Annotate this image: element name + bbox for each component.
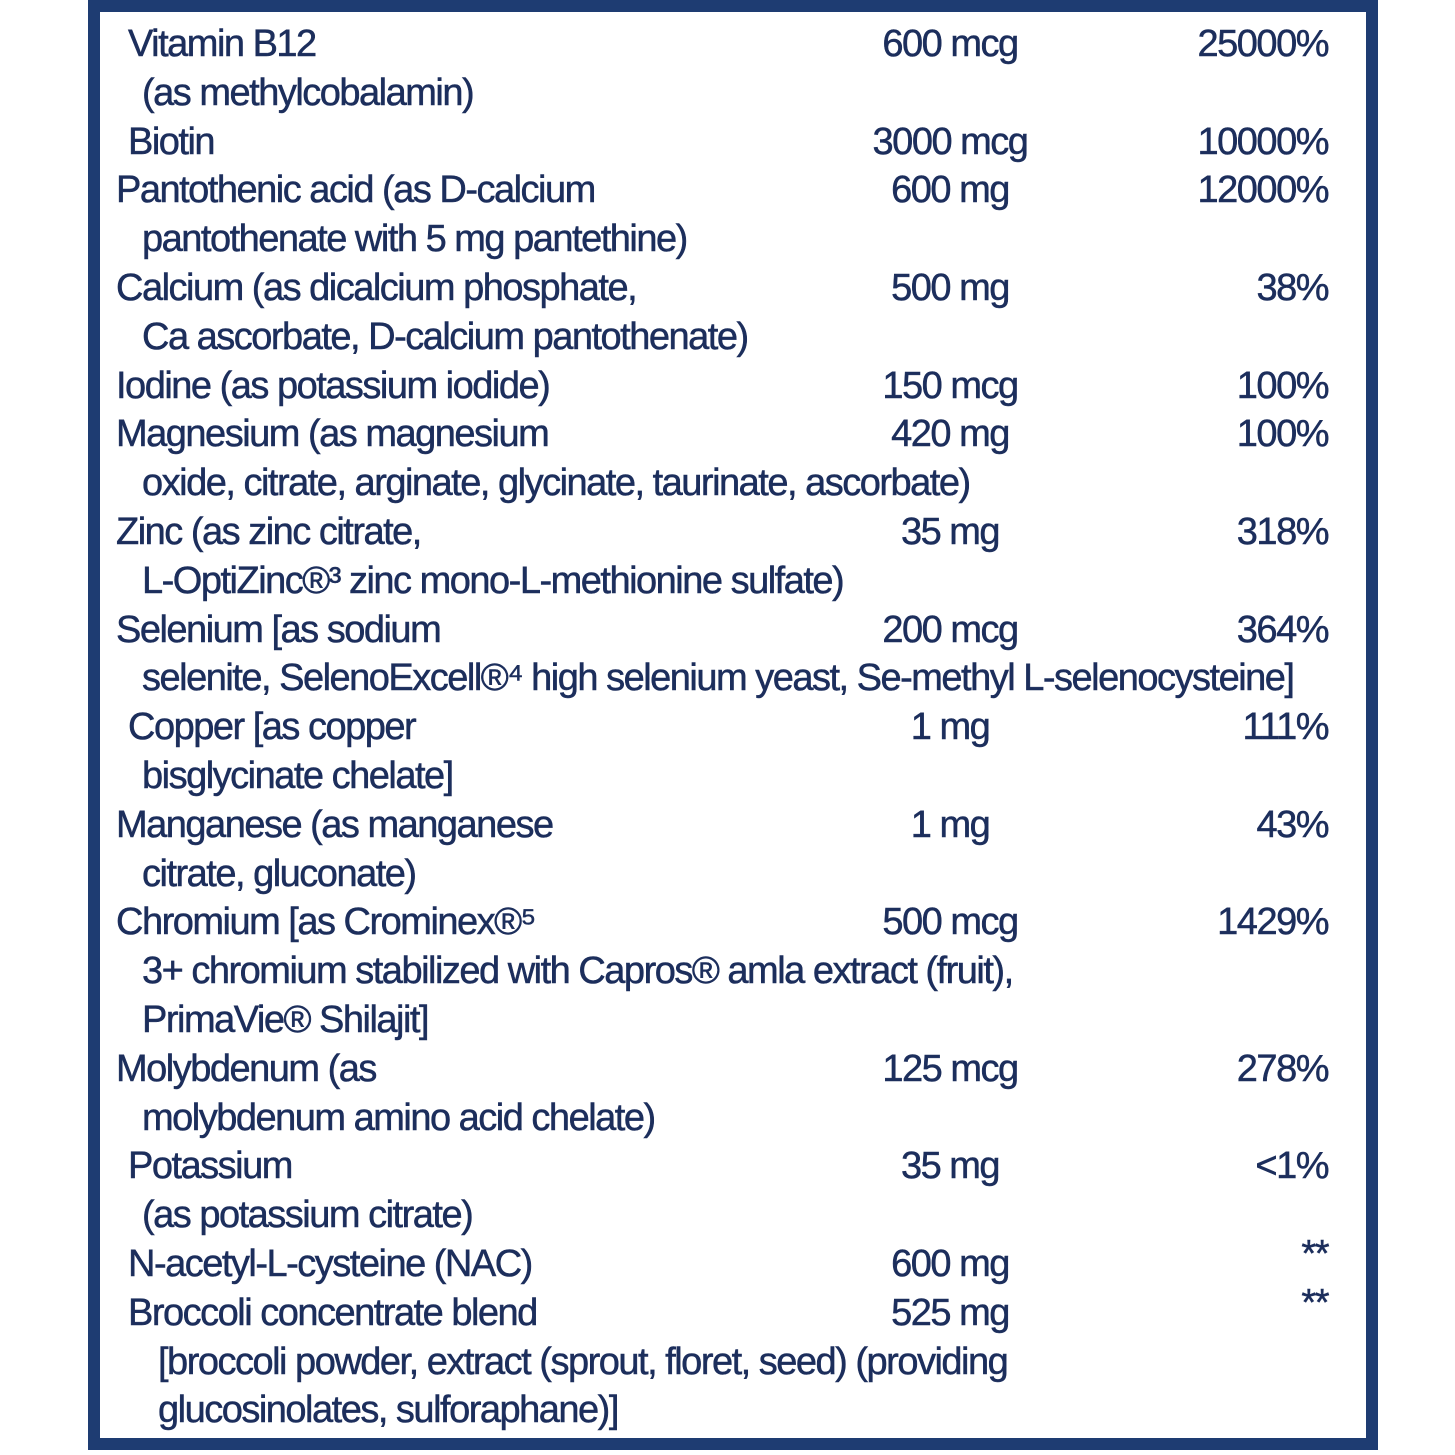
ingredient-row [100,362,1366,411]
ingredient-name: (as potassium citrate) [142,1194,473,1237]
ingredient-amount: 600 mg [891,1242,1009,1285]
ingredient-name: Manganese (as manganese [116,803,553,846]
ingredient-daily-value: 43% [1256,803,1328,846]
ingredient-name: Broccoli concentrate blend [128,1291,537,1334]
ingredient-daily-value: 100% [1236,413,1328,456]
ingredient-amount: 3000 mcg [872,120,1028,163]
ingredient-daily-value: 25000% [1197,23,1328,65]
ingredient-daily-value: 12000% [1197,169,1328,212]
ingredient-row [100,898,1366,947]
ingredient-daily-value: 1429% [1217,901,1328,944]
ingredient-name: (as methylcobalamin) [142,71,474,114]
ingredient-row [100,1281,1366,1338]
ingredient-row [100,752,1366,801]
ingredient-name: N-acetyl-L-cysteine (NAC) [128,1242,532,1285]
ingredient-row [100,850,1366,899]
ingredient-amount: 1 mg [910,803,990,846]
ingredient-amount: 200 mcg [882,608,1018,651]
ingredient-amount: 500 mcg [882,901,1018,944]
ingredient-row [100,606,1366,655]
ingredient-row [100,557,1366,606]
ingredient-row [100,264,1366,313]
ingredient-daily-value: 278% [1236,1047,1328,1090]
ingredient-row [100,996,1366,1045]
ingredient-daily-value: 10000% [1197,120,1328,163]
ingredient-row [100,1232,1366,1289]
ingredient-daily-value: 111% [1242,706,1328,749]
ingredient-row [100,947,1366,996]
ingredient-row [100,118,1366,167]
ingredient-name: selenite, SelenoExcell®⁴ high selenium yeast, Se-methyl L-selenocysteine] [142,657,1294,700]
ingredient-row [100,459,1366,508]
ingredient-amount: 1 mg [910,706,990,749]
ingredient-name: Chromium [as Crominex®⁵ [116,901,535,944]
ingredient-name: [broccoli powder, extract (sprout, floret, seed) (providing [158,1340,1008,1383]
ingredient-row [100,166,1366,215]
ingredient-amount: 35 mg [900,510,1000,553]
ingredient-name: pantothenate with 5 mg pantethine) [142,218,687,261]
ingredient-row [100,1386,1366,1435]
ingredient-name: 3+ chromium stabilized with Capros® amla extract (fruit), [142,950,1013,993]
ingredient-name: Calcium (as dicalcium phosphate, [116,266,637,309]
ingredient-name: glucosinolates, sulforaphane)] [158,1389,618,1432]
ingredient-row [100,1338,1366,1387]
ingredient-row [100,1142,1366,1191]
ingredient-row [100,1094,1366,1143]
ingredient-amount: 150 mcg [882,364,1018,407]
ingredient-row [100,410,1366,459]
ingredient-name: L-OptiZinc®³ zinc mono-L-methionine sulfate) [142,559,844,602]
ingredient-row [100,20,1366,69]
ingredient-daily-value: 38% [1256,266,1328,309]
ingredient-daily-value: <1% [1255,1145,1328,1188]
ingredient-name: PrimaVie® Shilajit] [142,998,429,1041]
ingredient-row [100,654,1366,703]
ingredient-name: Pantothenic acid (as D-calcium [116,169,595,212]
ingredient-amount: 600 mg [891,169,1009,212]
supplement-facts-panel [88,0,1378,1450]
ingredient-amount: 525 mg [891,1291,1009,1334]
ingredient-table [100,20,1366,1435]
ingredient-name: Ca ascorbate, D-calcium pantothenate) [142,315,748,358]
ingredient-name: Copper [as copper [128,706,416,749]
ingredient-row [100,313,1366,362]
ingredient-name: citrate, gluconate) [142,852,416,895]
ingredient-amount: 500 mg [891,266,1009,309]
ingredient-name: Vitamin B12 [128,23,316,65]
ingredient-name: Magnesium (as magnesium [116,413,549,456]
ingredient-row [100,703,1366,752]
ingredient-row [100,215,1366,264]
ingredient-amount: 600 mcg [882,23,1018,65]
ingredient-row [100,69,1366,118]
ingredient-daily-value: ** [1301,1232,1328,1275]
ingredient-daily-value: 318% [1236,510,1328,553]
ingredient-amount: 420 mg [891,413,1009,456]
ingredient-name: oxide, citrate, arginate, glycinate, taurinate, ascorbate) [142,462,970,505]
ingredient-name: Molybdenum (as [116,1047,376,1090]
ingredient-name: molybdenum amino acid chelate) [142,1096,655,1139]
ingredient-amount: 35 mg [900,1145,1000,1188]
ingredient-name: Selenium [as sodium [116,608,441,651]
ingredient-name: Zinc (as zinc citrate, [116,510,421,553]
ingredient-daily-value: 364% [1236,608,1328,651]
ingredient-row [100,801,1366,850]
ingredient-row [100,1045,1366,1094]
ingredient-row [100,508,1366,557]
ingredient-name: Biotin [128,120,215,163]
ingredient-amount: 125 mcg [882,1047,1018,1090]
ingredient-row [100,1191,1366,1240]
ingredient-name: bisglycinate chelate] [142,754,453,797]
ingredient-daily-value: ** [1301,1281,1328,1324]
ingredient-name: Potassium [128,1145,292,1188]
ingredient-name: Iodine (as potassium iodide) [116,364,550,407]
ingredient-daily-value: 100% [1236,364,1328,407]
